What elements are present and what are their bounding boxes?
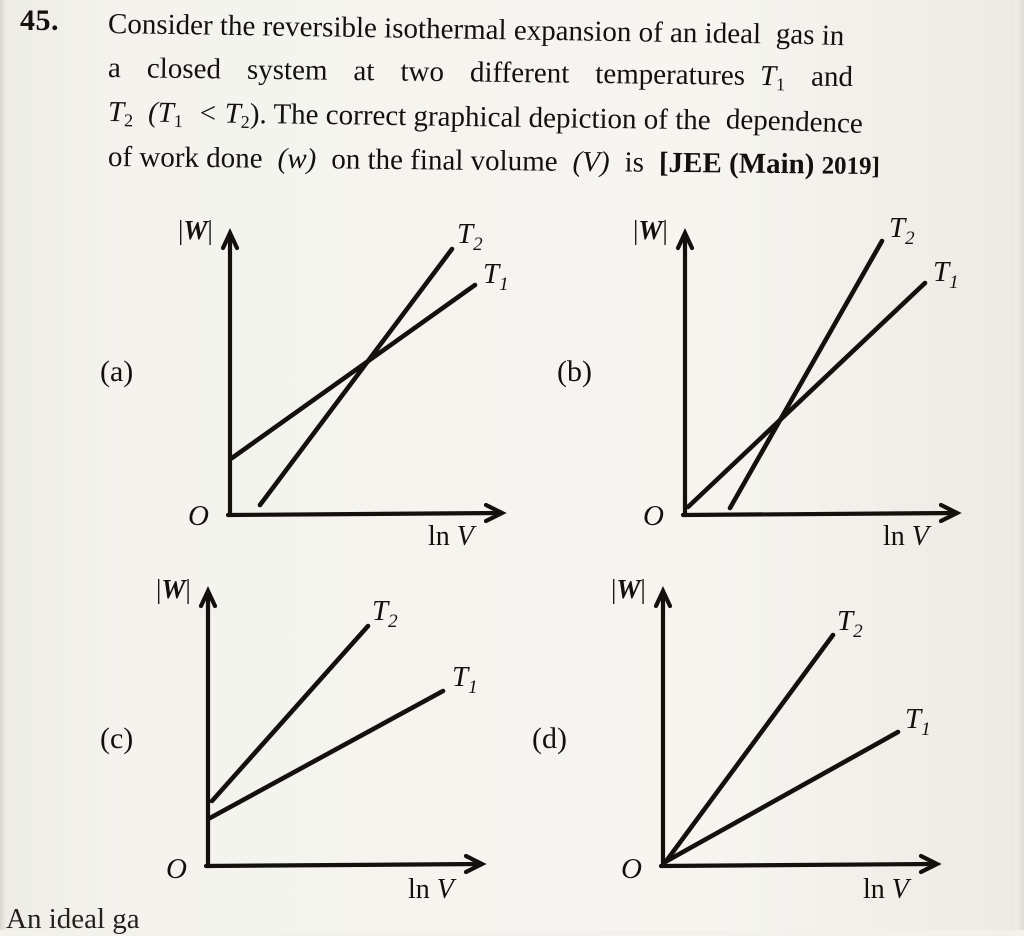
next-question-fragment: An ideal ga (6, 903, 140, 935)
graph-c-x-axis (206, 864, 480, 866)
q2-b: closed (146, 52, 222, 86)
q4-c: on the final volume (331, 143, 558, 178)
graph-a-curve-T2 (260, 249, 452, 505)
graph-option-b (625, 212, 985, 552)
graph-c-svg (150, 574, 510, 908)
q2-e: two (400, 55, 445, 89)
graph-a-x-label: ln V (428, 521, 474, 552)
graph-b-x-axis (683, 513, 955, 515)
graph-d-x-axis (661, 864, 935, 866)
graph-d-x-label: ln V (863, 874, 909, 905)
q2-d: at (353, 55, 375, 88)
symbol-lt-T2-sub: 2 (240, 112, 250, 133)
graph-c-tag-T2: $T_2$ (372, 595, 398, 632)
graph-c-origin: O (166, 853, 187, 885)
symbol-V: (V) (572, 145, 610, 179)
symbol-lt-T2: < T (197, 97, 242, 131)
graph-b-curve-T1 (688, 283, 925, 507)
graph-b-origin: O (643, 500, 664, 532)
graph-b-svg (625, 212, 985, 552)
source-year: 2019] (821, 152, 880, 180)
symbol-T2-sub: 2 (123, 110, 134, 131)
question-line-1-main: Consider the reversible isothermal expansion of an ideal (107, 8, 762, 51)
option-label-c[interactable]: (c) (100, 722, 134, 755)
graph-b-tag-T1: $T_1$ (933, 256, 959, 293)
symbol-T2: T (107, 96, 125, 129)
symbol-T1: T (759, 60, 777, 93)
q2-g: temperatures (595, 58, 746, 92)
question-line-4 (108, 135, 1008, 189)
q3-e: dependence (725, 103, 863, 141)
symbol-T1-paren: (T (147, 96, 175, 130)
graph-d-y-label: |W| (611, 574, 646, 604)
symbol-T1-sub: 1 (775, 74, 786, 95)
graph-c-curve-T1 (210, 691, 443, 818)
question-line-1-tail: gas in (775, 17, 846, 53)
q4-a: of work done (107, 140, 263, 175)
graph-d-tag-T2: $T_2$ (837, 605, 863, 642)
graph-d-curve-T2 (667, 635, 833, 860)
graph-c-x-label: ln V (408, 874, 454, 905)
graph-option-d (605, 574, 965, 908)
graph-b-x-label: ln V (883, 521, 929, 552)
graph-d-svg (605, 574, 965, 908)
graph-a-tag-T1: $T_1$ (483, 258, 509, 295)
graph-a-svg (170, 215, 530, 552)
graph-b-curve-T2 (730, 241, 882, 508)
q2-c: system (246, 53, 328, 87)
graph-c-tag-T1: $T_1$ (452, 661, 478, 698)
graph-a-curve-T1 (232, 285, 475, 458)
page-right-edge (1015, 0, 1024, 930)
page-left-edge (0, 0, 7, 930)
graph-option-a (170, 215, 530, 552)
graph-a-x-axis (228, 513, 500, 515)
graph-d-tag-T1: $T_1$ (905, 703, 931, 740)
graph-c-y-label: |W| (156, 574, 191, 604)
q2-f: different (469, 56, 570, 90)
symbol-T1-paren-sub: 1 (173, 111, 183, 132)
source-exam: [JEE (Main) (658, 146, 815, 181)
graph-a-tag-T2: $T_2$ (457, 218, 483, 255)
option-label-b[interactable]: (b) (557, 355, 592, 388)
option-label-d[interactable]: (d) (532, 722, 567, 755)
option-label-a[interactable]: (a) (100, 355, 134, 388)
graph-d-origin: O (621, 853, 642, 885)
q2-a: a (107, 52, 122, 85)
question-text (108, 2, 1008, 179)
graph-a-y-label: |W| (178, 215, 213, 245)
symbol-w: (w) (277, 142, 317, 175)
graph-b-tag-T2: $T_2$ (889, 212, 915, 249)
graph-a-origin: O (188, 500, 209, 532)
source-tag (659, 147, 880, 181)
question-number: 45. (20, 4, 59, 37)
q2-i: and (810, 60, 854, 94)
graph-d-curve-T1 (665, 732, 898, 862)
q4-e: is (624, 146, 645, 179)
graph-option-c (150, 574, 510, 908)
graph-b-y-label: |W| (633, 215, 668, 245)
q3-d: ). The correct graphical depiction of the (249, 98, 711, 137)
